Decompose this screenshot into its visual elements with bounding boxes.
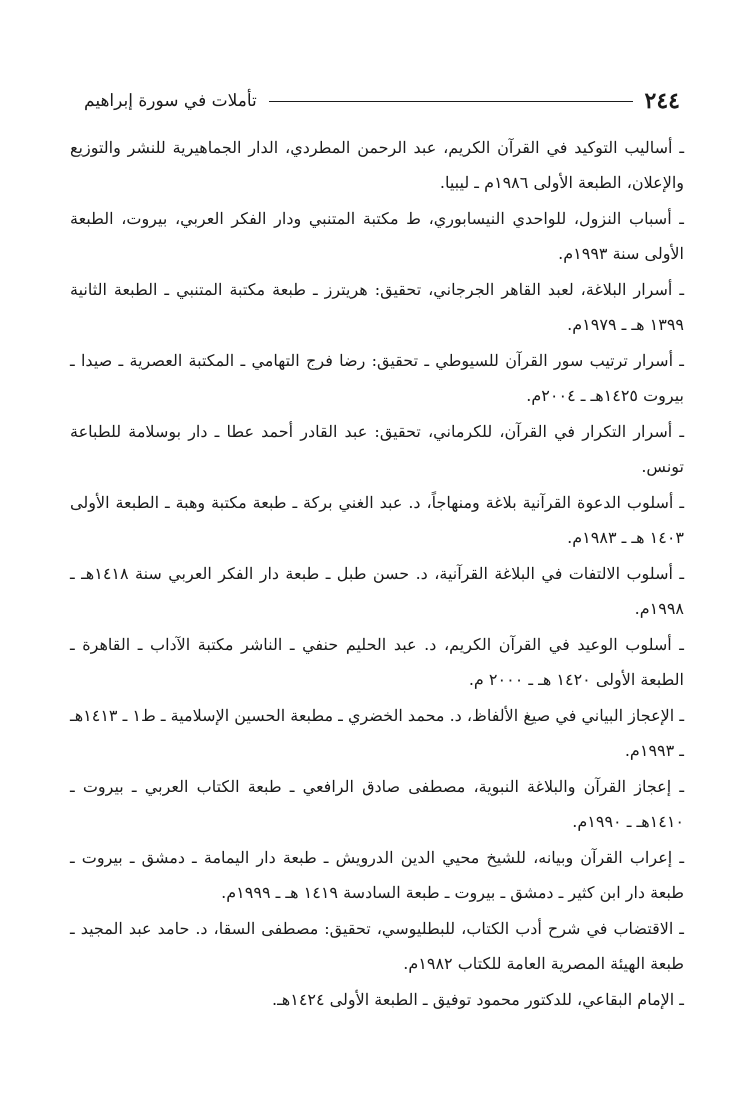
book-title: تأملات في سورة إبراهيم [84, 91, 257, 111]
reference-entry: ـ أسرار التكرار في القرآن، للكرماني، تحقيق: عبد القادر أحمد عطا ـ دار بوسلامة للطباعة تونس. [70, 422, 684, 476]
reference-entry: ـ الإعجاز البياني في صيغ الألفاظ، د. محمد الخضري ـ مطبعة الحسين الإسلامية ـ ط١ ـ ١٤١٣هـ ـ ١٩٩٣م. [70, 706, 684, 760]
reference-entry: ـ أسلوب الالتفات في البلاغة القرآنية، د. حسن طبل ـ طبعة دار الفكر العربي سنة ١٤١٨هـ ـ ١٩٩٨م. [70, 564, 684, 618]
reference-entry: ـ أسلوب الوعيد في القرآن الكريم، د. عبد الحليم حنفي ـ الناشر مكتبة الآداب ـ القاهرة ـ الطبعة الأولى ١٤٢٠ هـ ـ ٢٠٠٠ م. [70, 635, 684, 689]
page-number: ٢٤٤ [644, 88, 680, 114]
reference-entry: ـ الاقتضاب في شرح أدب الكتاب، للبطليوسي، تحقيق: مصطفى السقا، د. حامد عبد المجيد ـ طبعة الهيئة المصرية العامة للكتاب ١٩٨٢م. [70, 919, 684, 973]
reference-entry: ـ أسرار البلاغة، لعبد القاهر الجرجاني، تحقيق: هريترز ـ طبعة مكتبة المتنبي ـ الطبعة الثانية ١٣٩٩ هـ ـ ١٩٧٩م. [70, 280, 685, 334]
reference-entry: ـ أساليب التوكيد في القرآن الكريم، عبد الرحمن المطردي، الدار الجماهيرية للنشر والتوزيع والإعلان، الطبعة الأولى ١٩٨٦م ـ ليبيا. [70, 138, 684, 192]
reference-entry: ـ أسلوب الدعوة القرآنية بلاغة ومنهاجاً، د. عبد الغني بركة ـ طبعة مكتبة وهبة ـ الطبعة الأولى ١٤٠٣ هـ ـ ١٩٨٣م. [70, 493, 684, 547]
references-list [70, 130, 684, 1018]
header-rule [269, 101, 633, 102]
reference-entry: ـ أسرار ترتيب سور القرآن للسيوطي ـ تحقيق: رضا فرج التهامي ـ المكتبة العصرية ـ صيدا ـ بيروت ١٤٢٥هـ ـ ٢٠٠٤م. [70, 351, 684, 405]
running-header [84, 86, 680, 116]
reference-entry: ـ أسباب النزول، للواحدي النيسابوري، ط مكتبة المتنبي ودار الفكر العربي، بيروت، الطبعة الأولى سنة ١٩٩٣م. [70, 209, 684, 263]
reference-entry: ـ الإمام البقاعي، للدكتور محمود توفيق ـ الطبعة الأولى ١٤٢٤هـ. [272, 990, 684, 1009]
reference-entry: ـ إعجاز القرآن والبلاغة النبوية، مصطفى صادق الرافعي ـ طبعة الكتاب العربي ـ بيروت ـ ١٤١٠هـ ـ ١٩٩٠م. [70, 777, 685, 831]
reference-entry: ـ إعراب القرآن وبيانه، للشيخ محيي الدين الدرويش ـ طبعة دار اليمامة ـ دمشق ـ بيروت ـ طبعة دار ابن كثير ـ دمشق ـ بيروت ـ طبعة السادسة ١٤١٩ هـ ـ ١٩٩٩م. [70, 848, 684, 902]
